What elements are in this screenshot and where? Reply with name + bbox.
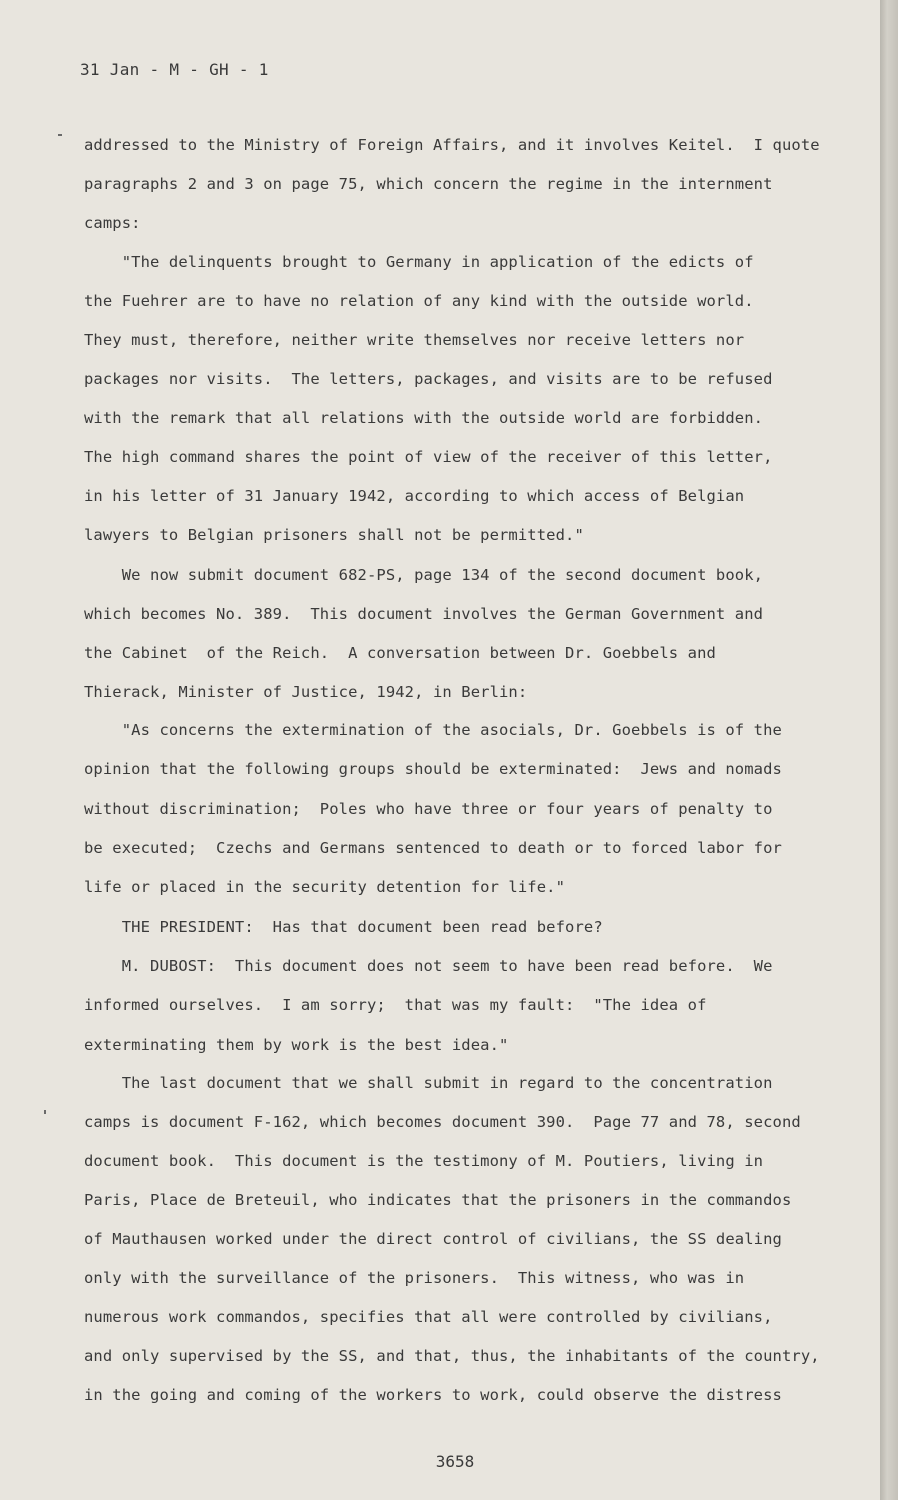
margin-mark xyxy=(44,1110,46,1114)
text-line: in his letter of 31 January 1942, according to which access of Belgian xyxy=(84,487,745,505)
text-line: the Fuehrer are to have no relation of any kind with the outside world. xyxy=(84,292,754,310)
margin-mark xyxy=(58,134,62,136)
text-line: numerous work commandos, specifies that all were controlled by civilians, xyxy=(84,1308,773,1326)
text-line: Paris, Place de Breteuil, who indicates that the prisoners in the commandos xyxy=(84,1191,792,1209)
text-line: informed ourselves. I am sorry; that was my fault: "The idea of xyxy=(84,996,707,1014)
text-line: without discrimination; Poles who have three or four years of penalty to xyxy=(84,800,773,818)
text-line: We now submit document 682-PS, page 134 of the second document book, xyxy=(84,566,764,584)
text-line: paragraphs 2 and 3 on page 75, which concern the regime in the internment xyxy=(84,175,773,193)
text-line: lawyers to Belgian prisoners shall not be permitted." xyxy=(84,526,584,544)
text-line: in the going and coming of the workers to work, could observe the distress xyxy=(84,1386,782,1404)
text-line: The last document that we shall submit in regard to the concentration xyxy=(84,1074,773,1092)
text-line: They must, therefore, neither write themselves nor receive letters nor xyxy=(84,331,745,349)
text-line: Thierack, Minister of Justice, 1942, in Berlin: xyxy=(84,683,528,701)
text-line: exterminating them by work is the best idea." xyxy=(84,1036,509,1054)
text-line: only with the surveillance of the prisoners. This witness, who was in xyxy=(84,1269,745,1287)
text-line: M. DUBOST: This document does not seem to have been read before. We xyxy=(84,957,773,975)
text-line: document book. This document is the testimony of M. Poutiers, living in xyxy=(84,1152,764,1170)
page-edge xyxy=(880,0,898,1500)
text-line: addressed to the Ministry of Foreign Affairs, and it involves Keitel. I quote xyxy=(84,136,820,154)
text-line: which becomes No. 389. This document involves the German Government and xyxy=(84,605,764,623)
text-line: the Cabinet of the Reich. A conversation between Dr. Goebbels and xyxy=(84,644,716,662)
text-line: packages nor visits. The letters, packages, and visits are to be refused xyxy=(84,370,773,388)
text-line: THE PRESIDENT: Has that document been read before? xyxy=(84,918,603,936)
text-line: be executed; Czechs and Germans sentenced to death or to forced labor for xyxy=(84,839,782,857)
text-line: of Mauthausen worked under the direct control of civilians, the SS dealing xyxy=(84,1230,782,1248)
page-header-ref: 31 Jan - M - GH - 1 xyxy=(80,60,269,79)
page-number: 3658 xyxy=(435,1452,475,1471)
text-line: "As concerns the extermination of the asocials, Dr. Goebbels is of the xyxy=(84,721,782,739)
text-line: "The delinquents brought to Germany in application of the edicts of xyxy=(84,253,754,271)
text-line: camps: xyxy=(84,214,141,232)
text-line: opinion that the following groups should be exterminated: Jews and nomads xyxy=(84,760,782,778)
text-line: The high command shares the point of view of the receiver of this letter, xyxy=(84,448,773,466)
text-line: camps is document F-162, which becomes document 390. Page 77 and 78, second xyxy=(84,1113,801,1131)
text-line: life or placed in the security detention for life." xyxy=(84,878,566,896)
text-line: with the remark that all relations with the outside world are forbidden. xyxy=(84,409,764,427)
text-line: and only supervised by the SS, and that, thus, the inhabitants of the country, xyxy=(84,1347,820,1365)
